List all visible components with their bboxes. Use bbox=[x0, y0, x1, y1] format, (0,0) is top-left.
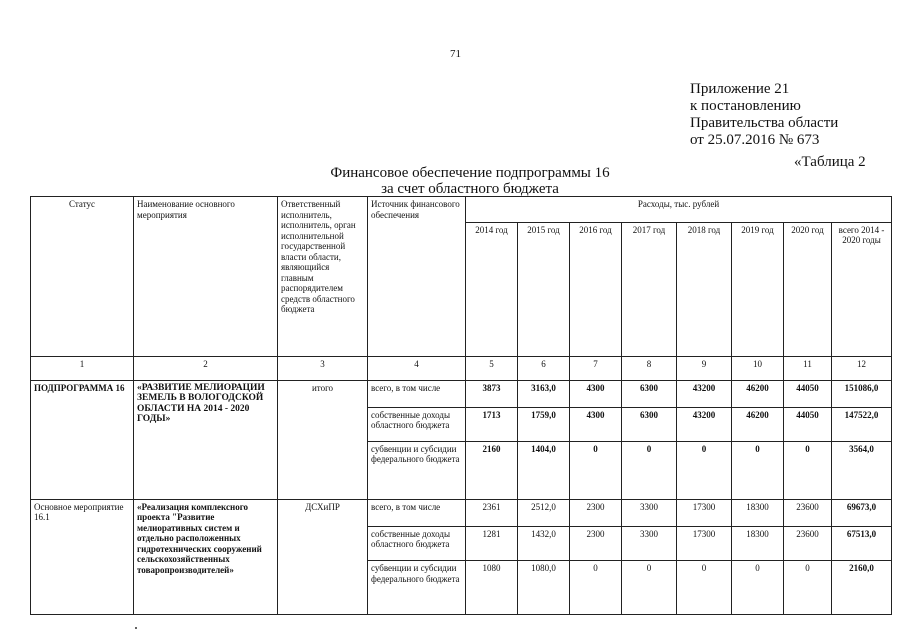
column-number: 5 bbox=[466, 357, 518, 381]
value-cell: 18300 bbox=[732, 499, 784, 526]
column-number: 7 bbox=[570, 357, 622, 381]
value-cell: 0 bbox=[622, 441, 677, 499]
value-cell: 46200 bbox=[732, 407, 784, 441]
header-status: Статус bbox=[31, 197, 134, 357]
value-cell: 3300 bbox=[622, 499, 677, 526]
source-cell: собственные доходы областного бюджета bbox=[368, 526, 466, 560]
value-cell: 2160 bbox=[466, 441, 518, 499]
header-year: 2016 год bbox=[570, 222, 622, 356]
measure-name-cell: «Реализация комплексного проекта "Развитие мелиоративных систем и отдельно расположенных гидротехнических сооружений сельскохозяйственных товаропроизводителей» bbox=[134, 499, 278, 614]
total-cell: 147522,0 bbox=[832, 407, 892, 441]
value-cell: 0 bbox=[677, 561, 732, 615]
value-cell: 17300 bbox=[677, 526, 732, 560]
total-cell: 2160,0 bbox=[832, 561, 892, 615]
value-cell: 43200 bbox=[677, 380, 732, 407]
document-title bbox=[320, 165, 620, 197]
value-cell: 0 bbox=[732, 441, 784, 499]
column-number: 4 bbox=[368, 357, 466, 381]
value-cell: 2512,0 bbox=[518, 499, 570, 526]
value-cell: 4300 bbox=[570, 380, 622, 407]
status-cell: ПОДПРОГРАММА 16 bbox=[31, 380, 134, 499]
source-cell: субвенции и субсидии федерального бюджета bbox=[368, 441, 466, 499]
header-year: 2014 год bbox=[466, 222, 518, 356]
value-cell: 4300 bbox=[570, 407, 622, 441]
appendix-line: Приложение 21 bbox=[690, 81, 790, 97]
header-year: 2017 год bbox=[622, 222, 677, 356]
value-cell: 2300 bbox=[570, 526, 622, 560]
financing-table bbox=[30, 196, 892, 615]
table-label: «Таблица 2 bbox=[794, 154, 866, 170]
executor-cell: ДСХиПР bbox=[278, 499, 368, 614]
value-cell: 0 bbox=[784, 561, 832, 615]
value-cell: 23600 bbox=[784, 526, 832, 560]
scan-speck bbox=[135, 627, 137, 629]
value-cell: 6300 bbox=[622, 407, 677, 441]
source-cell: собственные доходы областного бюджета bbox=[368, 407, 466, 441]
header-year: 2020 год bbox=[784, 222, 832, 356]
value-cell: 1759,0 bbox=[518, 407, 570, 441]
total-cell: 69673,0 bbox=[832, 499, 892, 526]
header-name: Наименование основного мероприятия bbox=[134, 197, 278, 357]
value-cell: 0 bbox=[570, 561, 622, 615]
value-cell: 0 bbox=[732, 561, 784, 615]
appendix-line: к постановлению bbox=[690, 98, 801, 114]
total-cell: 67513,0 bbox=[832, 526, 892, 560]
column-number: 9 bbox=[677, 357, 732, 381]
value-cell: 23600 bbox=[784, 499, 832, 526]
column-number: 12 bbox=[832, 357, 892, 381]
value-cell: 17300 bbox=[677, 499, 732, 526]
column-number: 3 bbox=[278, 357, 368, 381]
header-total: всего 2014 - 2020 годы bbox=[832, 222, 892, 356]
header-source: Источник финансового обеспечения bbox=[368, 197, 466, 357]
value-cell: 0 bbox=[570, 441, 622, 499]
value-cell: 1080,0 bbox=[518, 561, 570, 615]
title-line: за счет областного бюджета bbox=[381, 181, 559, 197]
header-year: 2019 год bbox=[732, 222, 784, 356]
value-cell: 1080 bbox=[466, 561, 518, 615]
value-cell: 46200 bbox=[732, 380, 784, 407]
source-cell: всего, в том числе bbox=[368, 380, 466, 407]
title-line: Финансовое обеспечение подпрограммы 16 bbox=[330, 165, 610, 181]
appendix-line: от 25.07.2016 № 673 bbox=[690, 132, 820, 148]
value-cell: 1281 bbox=[466, 526, 518, 560]
value-cell: 18300 bbox=[732, 526, 784, 560]
source-cell: субвенции и субсидии федерального бюджета bbox=[368, 561, 466, 615]
value-cell: 3300 bbox=[622, 526, 677, 560]
value-cell: 2361 bbox=[466, 499, 518, 526]
value-cell: 1713 bbox=[466, 407, 518, 441]
executor-cell: итого bbox=[278, 380, 368, 499]
header-executor: Ответственный исполнитель, исполнитель, орган исполнительной государственной власти области, являющийся главным распорядителем средств областного бюджета bbox=[278, 197, 368, 357]
measure-name-cell: «РАЗВИТИЕ МЕЛИОРАЦИИ ЗЕМЕЛЬ В ВОЛОГОДСКОЙ ОБЛАСТИ НА 2014 - 2020 ГОДЫ» bbox=[134, 380, 278, 499]
value-cell: 44050 bbox=[784, 380, 832, 407]
total-cell: 151086,0 bbox=[832, 380, 892, 407]
value-cell: 0 bbox=[622, 561, 677, 615]
appendix-note bbox=[690, 81, 838, 149]
value-cell: 1404,0 bbox=[518, 441, 570, 499]
column-number: 2 bbox=[134, 357, 278, 381]
value-cell: 43200 bbox=[677, 407, 732, 441]
value-cell: 3873 bbox=[466, 380, 518, 407]
status-cell: Основное мероприятие 16.1 bbox=[31, 499, 134, 614]
source-cell: всего, в том числе bbox=[368, 499, 466, 526]
value-cell: 44050 bbox=[784, 407, 832, 441]
total-cell: 3564,0 bbox=[832, 441, 892, 499]
value-cell: 3163,0 bbox=[518, 380, 570, 407]
value-cell: 2300 bbox=[570, 499, 622, 526]
value-cell: 0 bbox=[784, 441, 832, 499]
column-number: 1 bbox=[31, 357, 134, 381]
page-number: 71 bbox=[450, 48, 461, 60]
header-expenses: Расходы, тыс. рублей bbox=[466, 197, 892, 223]
header-year: 2015 год bbox=[518, 222, 570, 356]
column-number: 10 bbox=[732, 357, 784, 381]
value-cell: 6300 bbox=[622, 380, 677, 407]
header-year: 2018 год bbox=[677, 222, 732, 356]
column-number: 6 bbox=[518, 357, 570, 381]
column-number: 11 bbox=[784, 357, 832, 381]
appendix-line: Правительства области bbox=[690, 115, 839, 131]
column-number: 8 bbox=[622, 357, 677, 381]
value-cell: 0 bbox=[677, 441, 732, 499]
value-cell: 1432,0 bbox=[518, 526, 570, 560]
